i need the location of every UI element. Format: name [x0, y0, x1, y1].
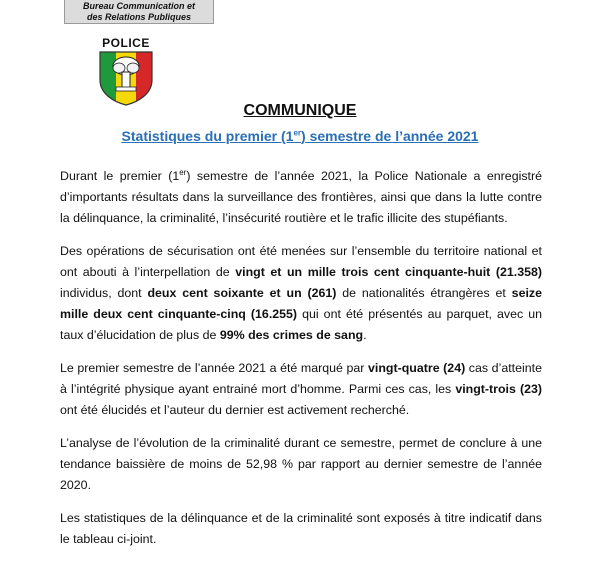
document-body — [60, 162, 542, 562]
p2-text-e: qui ont été présentés au parquet, avec un taux d’élucidation de plus de — [60, 307, 542, 343]
subtitle-sup: er — [293, 128, 302, 138]
flag-green-band — [96, 50, 116, 106]
paragraph-3 — [60, 358, 542, 421]
p1-sup: er — [179, 168, 187, 177]
p2-text-a: Des opérations de sécurisation ont été menées sur l’ensemble du territoire national et ont abouti à l’interpellation de — [60, 244, 542, 280]
police-logo-label: POLICE — [102, 36, 150, 50]
p3-text-a: Le premier semestre de l’année 2021 a été marqué par — [60, 361, 368, 376]
paragraph-1 — [60, 162, 542, 229]
p2-text-d: de nationalités étrangères et — [336, 286, 512, 301]
p2-bold-4: 99% des crimes de sang — [219, 328, 364, 343]
p3-text-c: cas d’atteinte à l’intégrité physique ayant entrainé mort d’homme. Parmi ces cas, les — [60, 361, 542, 397]
p1-text-b: ) semestre de l’année 2021, la Police Nationale a enregistré d’importants résultats dans la surveillance des frontières, ainsi que dans la lutte contre la délinquance, la criminalité, l’insécurité routière et le trafic illicite des stupéfiants. — [60, 169, 542, 226]
p2-text-f: . — [363, 328, 367, 343]
p3-bold-2: vingt-trois (23) — [455, 382, 542, 397]
p3-bold-1: vingt-quatre (24) — [368, 361, 466, 376]
p2-bold-3: seize mille deux cent cinquante-cinq (16.255) — [60, 286, 542, 322]
subtitle-text-pre: Statistiques du premier (1 — [121, 128, 294, 144]
flag-red-band — [136, 50, 156, 106]
police-shield-icon — [96, 50, 156, 106]
police-logo — [88, 36, 164, 106]
paragraph-2 — [60, 241, 542, 346]
bureau-line-2: des Relations Publiques — [86, 12, 192, 22]
paragraph-4: L’analyse de l’évolution de la criminalité durant ce semestre, permet de conclure à une tendance baissière de moins de 52,98 % par rapport au dernier semestre de l’année 2020. — [60, 436, 542, 493]
subtitle-text-post: ) semestre de l’année 2021 — [301, 128, 479, 144]
p2-bold-1: vingt et un mille trois cent cinquante-huit (21.358) — [235, 265, 543, 280]
p3-text-d: ont été élucidés et l’auteur du dernier est activement recherché. — [60, 403, 410, 418]
document-subtitle — [0, 128, 600, 144]
p2-bold-2: deux cent soixante et un (261) — [147, 286, 337, 301]
document-title: COMMUNIQUE — [243, 102, 357, 119]
bureau-line-1: Bureau Communication et — [82, 1, 195, 11]
paragraph-5: Les statistiques de la délinquance et de la criminalité sont exposés à titre indicatif dans le tableau ci-joint. — [60, 511, 542, 547]
bureau-header-box — [64, 0, 214, 24]
p2-text-c: individus, dont — [60, 286, 148, 301]
p1-text-a: Durant le premier (1 — [60, 169, 180, 184]
